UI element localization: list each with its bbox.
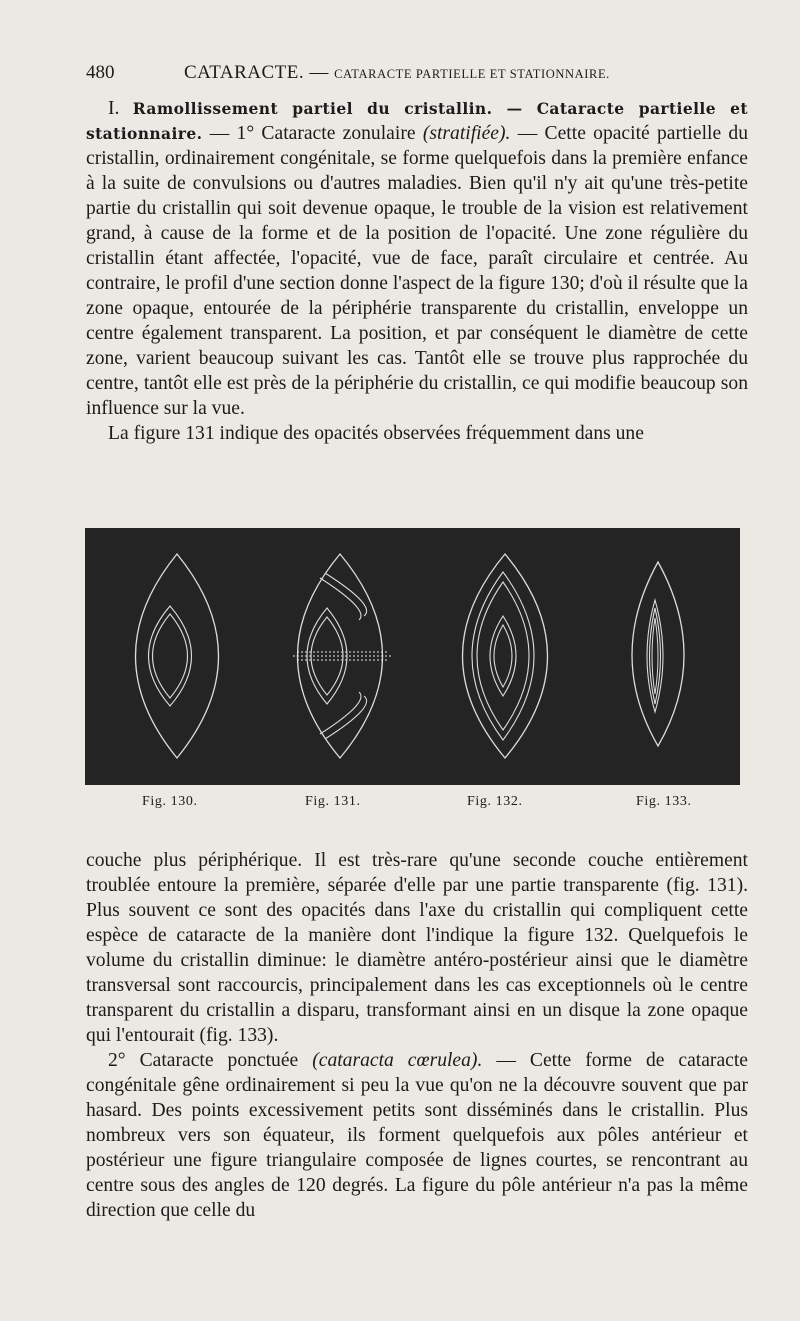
- caption-fig-131: Fig. 131.: [305, 794, 361, 809]
- subsection-term: (stratifiée).: [422, 123, 511, 144]
- running-title: [184, 62, 610, 84]
- fig-130-lens: [136, 554, 219, 758]
- upper-text-block: [86, 96, 748, 446]
- paragraph-3: [86, 1048, 748, 1223]
- running-title-sub: CATARACTE PARTIELLE ET STATIONNAIRE.: [334, 67, 610, 81]
- paragraph-3-label: 2° Cataracte ponctuée: [108, 1050, 299, 1071]
- caption-fig-130: Fig. 130.: [142, 794, 198, 809]
- subsection-label: — 1° Cataracte zonulaire: [209, 123, 416, 144]
- lower-text-block: [86, 848, 748, 1223]
- caption-fig-133: Fig. 133.: [636, 794, 692, 809]
- lens-figures-plate: [85, 528, 740, 785]
- running-title-main: CATARACTE.: [184, 62, 305, 83]
- section-number: I.: [108, 98, 120, 119]
- paragraph-3-body: — Cette forme de cataracte congénitale gêne ordinairement si peu la vue qu'on ne la découvre souvent que par hasard. Des points excessivement petits sont disséminés dans le cristallin. Plus nombreux vers son équateur, ils forment quelquefois aux pôles antérieur et postérieur une figure triangulaire composée de lignes courtes, se rencontrant au centre sous des angles de 120 degrés. La figure du pôle antérieur n'a pas la même direction que celle du: [86, 1050, 748, 1221]
- section-heading: Ramollissement partiel du cristallin. — Cataracte partielle et stationnaire.: [86, 99, 748, 143]
- paragraph-2-continuation: couche plus périphérique. Il est très-rare qu'une seconde couche entièrement troublée entoure la première, séparée d'elle par une partie transparente (fig. 131). Plus souvent ce sont des opacités dans l'axe du cristallin qui compliquent cette espèce de cataracte de la manière dont l'indique la figure 132. Quelquefois le volume du cristallin diminue: le diamètre antéro-postérieur ainsi que le diamètre transversal sont raccourcis, principalement dans les cas exceptionnels où le centre transparent du cristallin a disparu, transformant ainsi en un disque la zone opaque qui l'entourait (fig. 133).: [86, 850, 748, 1046]
- lens-figures-svg: [85, 528, 740, 785]
- caption-fig-132: Fig. 132.: [467, 794, 523, 809]
- page-number: 480: [86, 62, 115, 83]
- fig-133-lens: [632, 562, 684, 746]
- paragraph-2-start: La figure 131 indique des opacités observées fréquemment dans une: [108, 423, 644, 444]
- paragraph-1: [86, 96, 748, 421]
- paragraph-3-term: (cataracta cœrulea).: [312, 1050, 483, 1071]
- running-header: [86, 62, 746, 90]
- fig-131-lens: [293, 554, 391, 758]
- paragraph-1-body: — Cette opacité partielle du cristallin, ordinairement congénitale, se forme quelquefois dans la première enfance à la suite de convulsions ou d'autres maladies. Bien qu'il n'y ait qu'une très-petite partie du cristallin qui soit devenue opaque, le trouble de la vision est relativement grand, à cause de la forme et de la position de l'opacité. Une zone régulière du cristallin étant affectée, l'opacité, vue de face, paraît circulaire et centrée. Au contraire, le profil d'une section donne l'aspect de la figure 130; d'où il résulte que la zone opaque, entourée de la périphérie transparente du cristallin, enveloppe un centre également transparent. La position, et par conséquent le diamètre de cette zone, varient beaucoup suivant les cas. Tantôt elle se trouve plus rapprochée du centre, tantôt elle est près de la périphérie du cristallin, ce qui modifie beaucoup son influence sur la vue.: [86, 123, 749, 419]
- running-title-dash: —: [309, 62, 329, 83]
- fig-132-lens: [463, 554, 548, 758]
